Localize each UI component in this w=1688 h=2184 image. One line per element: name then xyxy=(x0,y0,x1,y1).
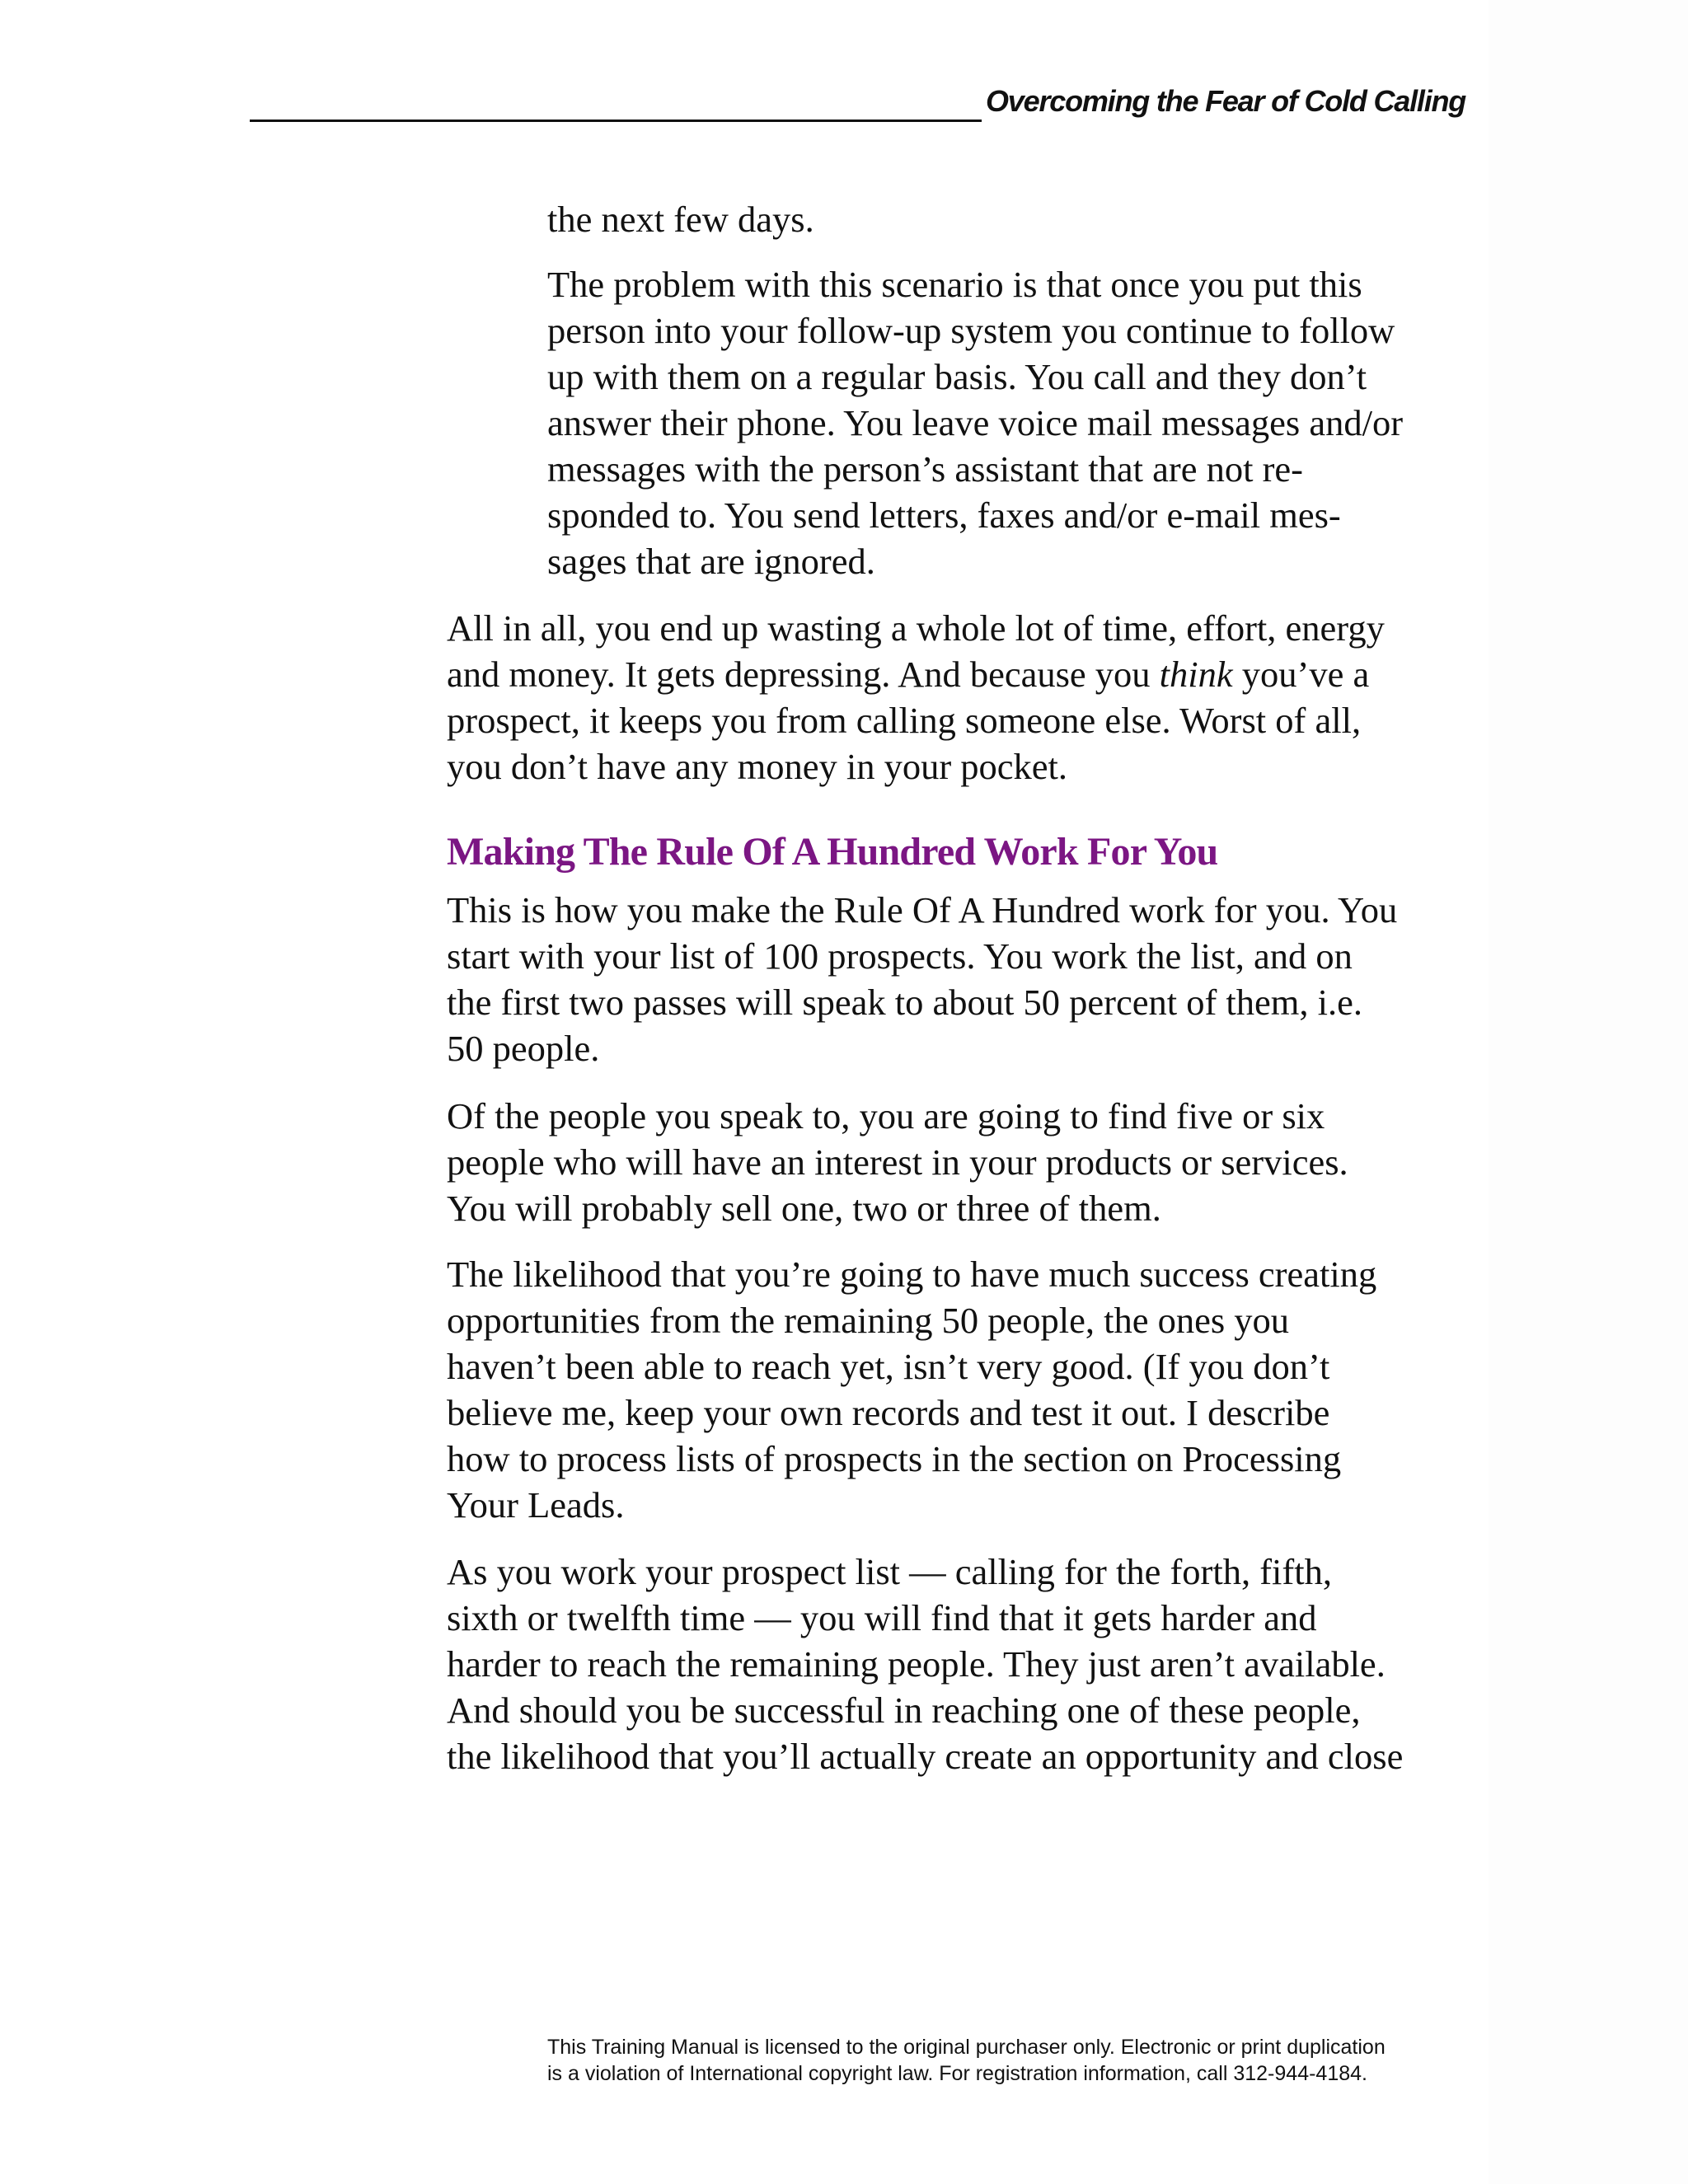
text-line: The problem with this scenario is that once you put this xyxy=(547,264,1362,305)
text-line: harder to reach the remaining people. They just aren’t available. xyxy=(447,1643,1386,1685)
section-paragraph-4 xyxy=(447,1549,1477,1779)
text-line: haven’t been able to reach yet, isn’t very good. (If you don’t xyxy=(447,1346,1330,1387)
text-line: answer their phone. You leave voice mail messages and/or xyxy=(547,402,1404,443)
text-line: prospect, it keeps you from calling someone else. Worst of all, xyxy=(447,700,1362,741)
text-run: you’ve a xyxy=(1232,654,1370,695)
footer-line: is a violation of International copyright law. For registration information, call 312-944-4184. xyxy=(547,2062,1367,2085)
text-line: This is how you make the Rule Of A Hundred work for you. You xyxy=(447,889,1398,930)
intro-continued-paragraph xyxy=(547,196,1470,242)
text-line: The likelihood that you’re going to have much success creating xyxy=(447,1254,1377,1295)
section-paragraph-1 xyxy=(447,887,1477,1071)
emphasis-think: think xyxy=(1159,654,1233,695)
text-line: the likelihood that you’ll actually create an opportunity and close xyxy=(447,1736,1404,1777)
footer-line: This Training Manual is licensed to the original purchaser only. Electronic or print duplication xyxy=(547,2036,1386,2059)
text-line: 50 people. xyxy=(447,1028,600,1069)
text-line: up with them on a regular basis. You call and they don’t xyxy=(547,356,1367,397)
text-line: start with your list of 100 prospects. You work the list, and on xyxy=(447,935,1353,977)
running-title: Overcoming the Fear of Cold Calling xyxy=(986,84,1466,118)
text-line: people who will have an interest in your products or services. xyxy=(447,1141,1348,1183)
text-run: and money. It gets depressing. And because you xyxy=(447,654,1160,695)
header-rule xyxy=(250,120,982,122)
text-line: how to process lists of prospects in the section on Processing xyxy=(447,1438,1342,1479)
license-footer xyxy=(547,2034,1446,2087)
text-line: person into your follow-up system you continue to follow xyxy=(547,310,1395,351)
text-line: the next few days. xyxy=(547,199,814,240)
text-line: And should you be successful in reaching one of these people, xyxy=(447,1690,1361,1731)
text-line: sponded to. You send letters, faxes and/or e-mail mes- xyxy=(547,494,1341,536)
all-in-all-paragraph xyxy=(447,605,1477,790)
problem-paragraph xyxy=(547,261,1470,584)
section-paragraph-3 xyxy=(447,1251,1477,1528)
text-line xyxy=(447,651,1477,697)
text-line: sages that are ignored. xyxy=(547,541,875,582)
text-line: you don’t have any money in your pocket. xyxy=(447,746,1068,787)
text-line: Of the people you speak to, you are going to find five or six xyxy=(447,1095,1325,1137)
text-line: opportunities from the remaining 50 people, the ones you xyxy=(447,1300,1290,1341)
text-line: sixth or twelfth time — you will find that it gets harder and xyxy=(447,1597,1317,1638)
text-line: believe me, keep your own records and test it out. I describe xyxy=(447,1392,1330,1433)
page-margin-area xyxy=(1489,0,1688,2184)
text-line: You will probably sell one, two or three of them. xyxy=(447,1188,1161,1229)
section-paragraph-2 xyxy=(447,1093,1477,1231)
text-line: messages with the person’s assistant that are not re- xyxy=(547,448,1303,490)
text-line: the first two passes will speak to about 50 percent of them, i.e. xyxy=(447,982,1363,1023)
text-line: As you work your prospect list — calling for the forth, fifth, xyxy=(447,1551,1332,1592)
text-line: Your Leads. xyxy=(447,1484,625,1526)
text-line: All in all, you end up wasting a whole lot of time, effort, energy xyxy=(447,607,1385,649)
section-heading: Making The Rule Of A Hundred Work For You xyxy=(447,830,1218,874)
